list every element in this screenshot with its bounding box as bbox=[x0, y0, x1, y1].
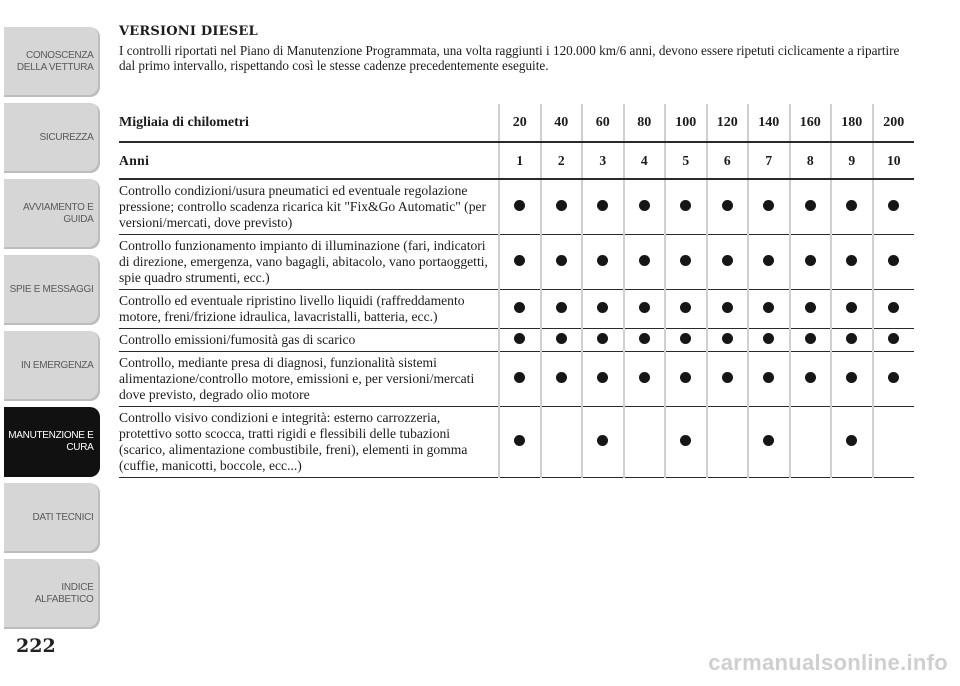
interval-cell bbox=[624, 407, 666, 478]
bullet-icon bbox=[639, 255, 650, 266]
bullet-icon bbox=[514, 435, 525, 446]
interval-cell bbox=[873, 407, 915, 478]
interval-cell bbox=[499, 235, 541, 290]
interval-cell bbox=[624, 290, 666, 329]
bullet-icon bbox=[597, 255, 608, 266]
km-header-cell: 140 bbox=[748, 104, 790, 142]
interval-cell bbox=[541, 235, 583, 290]
tab-indice-alfabetico[interactable] bbox=[4, 559, 100, 629]
interval-cell bbox=[831, 352, 873, 407]
bullet-icon bbox=[846, 372, 857, 383]
years-header-cell: 6 bbox=[707, 142, 749, 179]
years-header-cell: 8 bbox=[790, 142, 832, 179]
interval-cell bbox=[665, 235, 707, 290]
km-header-cell: 80 bbox=[624, 104, 666, 142]
interval-cell bbox=[831, 179, 873, 235]
interval-cell bbox=[624, 179, 666, 235]
bullet-icon bbox=[597, 372, 608, 383]
interval-cell bbox=[582, 352, 624, 407]
bullet-icon bbox=[556, 200, 567, 211]
interval-cell bbox=[790, 329, 832, 352]
bullet-icon bbox=[680, 302, 691, 313]
interval-cell bbox=[748, 235, 790, 290]
interval-cell bbox=[707, 352, 749, 407]
bullet-icon bbox=[888, 333, 899, 344]
interval-cell bbox=[665, 179, 707, 235]
interval-cell bbox=[873, 235, 915, 290]
years-header-cell: 2 bbox=[541, 142, 583, 179]
interval-cell bbox=[790, 235, 832, 290]
bullet-icon bbox=[805, 372, 816, 383]
interval-cell bbox=[499, 329, 541, 352]
km-header-label: Migliaia di chilometri bbox=[119, 104, 499, 142]
bullet-icon bbox=[514, 333, 525, 344]
page-number: 222 bbox=[16, 635, 56, 657]
bullet-icon bbox=[680, 255, 691, 266]
km-header-cell: 200 bbox=[873, 104, 915, 142]
tab-label: CONOSCENZA DELLA VETTURA bbox=[16, 50, 94, 73]
bullet-icon bbox=[805, 302, 816, 313]
check-label: Controllo ed eventuale ripristino livello liquidi (raffreddamento motore, freni/frizione idraulica, lavacristalli, batteria, ecc.) bbox=[119, 290, 499, 329]
bullet-icon bbox=[763, 302, 774, 313]
tab-spie-e-messaggi[interactable] bbox=[4, 255, 100, 325]
bullet-icon bbox=[639, 200, 650, 211]
bullet-icon bbox=[514, 255, 525, 266]
interval-cell bbox=[831, 235, 873, 290]
interval-cell bbox=[748, 407, 790, 478]
bullet-icon bbox=[763, 255, 774, 266]
interval-cell bbox=[624, 329, 666, 352]
bullet-icon bbox=[556, 372, 567, 383]
years-header-label: Anni bbox=[119, 142, 499, 179]
bullet-icon bbox=[888, 302, 899, 313]
interval-cell bbox=[499, 290, 541, 329]
bullet-icon bbox=[722, 302, 733, 313]
bullet-icon bbox=[680, 435, 691, 446]
tab-sicurezza[interactable] bbox=[4, 103, 100, 173]
km-header-cell: 160 bbox=[790, 104, 832, 142]
tab-label: SICUREZZA bbox=[39, 132, 94, 143]
tab-manutenzione-e-cura[interactable] bbox=[4, 407, 100, 477]
interval-cell bbox=[707, 290, 749, 329]
bullet-icon bbox=[722, 333, 733, 344]
check-row bbox=[119, 407, 914, 478]
km-header-cell: 20 bbox=[499, 104, 541, 142]
bullet-icon bbox=[888, 255, 899, 266]
km-header-cell: 180 bbox=[831, 104, 873, 142]
bullet-icon bbox=[639, 372, 650, 383]
interval-cell bbox=[499, 352, 541, 407]
bullet-icon bbox=[597, 333, 608, 344]
tab-label: IN EMERGENZA bbox=[20, 360, 94, 371]
interval-cell bbox=[748, 179, 790, 235]
bullet-icon bbox=[805, 200, 816, 211]
bullet-icon bbox=[722, 255, 733, 266]
interval-cell bbox=[499, 179, 541, 235]
tab-avviamento-e-guida[interactable] bbox=[4, 179, 100, 249]
bullet-icon bbox=[805, 333, 816, 344]
interval-cell bbox=[582, 407, 624, 478]
tab-label: AVVIAMENTO E GUIDA bbox=[23, 202, 94, 225]
years-header-cell: 5 bbox=[665, 142, 707, 179]
bullet-icon bbox=[763, 435, 774, 446]
check-row bbox=[119, 235, 914, 290]
bullet-icon bbox=[846, 333, 857, 344]
maintenance-table bbox=[119, 104, 914, 478]
bullet-icon bbox=[597, 435, 608, 446]
check-label: Controllo emissioni/fumosità gas di scarico bbox=[119, 329, 499, 352]
interval-cell bbox=[665, 352, 707, 407]
km-header-row bbox=[119, 104, 914, 142]
interval-cell bbox=[499, 407, 541, 478]
bullet-icon bbox=[597, 200, 608, 211]
bullet-icon bbox=[846, 302, 857, 313]
interval-cell bbox=[541, 179, 583, 235]
years-header-cell: 10 bbox=[873, 142, 915, 179]
interval-cell bbox=[748, 352, 790, 407]
bullet-icon bbox=[846, 255, 857, 266]
years-row bbox=[119, 142, 914, 179]
interval-cell bbox=[541, 407, 583, 478]
bullet-icon bbox=[556, 302, 567, 313]
bullet-icon bbox=[888, 372, 899, 383]
interval-cell bbox=[831, 290, 873, 329]
interval-cell bbox=[541, 352, 583, 407]
years-header-cell: 9 bbox=[831, 142, 873, 179]
interval-cell bbox=[831, 329, 873, 352]
interval-cell bbox=[665, 407, 707, 478]
tab-conoscenza-della-vettura[interactable] bbox=[4, 27, 100, 97]
interval-cell bbox=[873, 352, 915, 407]
years-header-cell: 7 bbox=[748, 142, 790, 179]
bullet-icon bbox=[514, 372, 525, 383]
bullet-icon bbox=[514, 302, 525, 313]
bullet-icon bbox=[763, 372, 774, 383]
tab-label: SPIE E MESSAGGI bbox=[9, 284, 94, 295]
bullet-icon bbox=[680, 372, 691, 383]
interval-cell bbox=[790, 407, 832, 478]
bullet-icon bbox=[888, 200, 899, 211]
interval-cell bbox=[748, 290, 790, 329]
bullet-icon bbox=[763, 333, 774, 344]
check-label: Controllo visivo condizioni e integrità: esterno carrozzeria, protettivo sotto scocca, tratti rigidi e flessibili delle tubazioni (scarico, alimentazione combustibile, freni), elementi in gomma (cuffie, manicotti, boccole, ecc...) bbox=[119, 407, 499, 478]
interval-cell bbox=[665, 290, 707, 329]
km-header-cell: 40 bbox=[541, 104, 583, 142]
section-title: VERSIONI DIESEL bbox=[119, 24, 258, 39]
bullet-icon bbox=[597, 302, 608, 313]
interval-cell bbox=[790, 290, 832, 329]
bullet-icon bbox=[846, 435, 857, 446]
bullet-icon bbox=[846, 200, 857, 211]
bullet-icon bbox=[680, 333, 691, 344]
tab-in-emergenza[interactable] bbox=[4, 331, 100, 401]
interval-cell bbox=[665, 329, 707, 352]
interval-cell bbox=[707, 179, 749, 235]
check-row bbox=[119, 329, 914, 352]
check-label: Controllo, mediante presa di diagnosi, funzionalità sistemi alimentazione/controllo motore, emissioni e, per versioni/mercati dove previsto, degrado olio motore bbox=[119, 352, 499, 407]
interval-cell bbox=[541, 329, 583, 352]
interval-cell bbox=[582, 290, 624, 329]
interval-cell bbox=[873, 179, 915, 235]
years-header-cell: 3 bbox=[582, 142, 624, 179]
tab-label: DATI TECNICI bbox=[32, 512, 94, 523]
main-content bbox=[119, 24, 914, 473]
interval-cell bbox=[541, 290, 583, 329]
km-header-cell: 120 bbox=[707, 104, 749, 142]
interval-cell bbox=[707, 235, 749, 290]
intro-paragraph: I controlli riportati nel Piano di Manutenzione Programmata, una volta raggiunti i 120.000 km/6 anni, devono essere ripetuti ciclicamente a ripartire dal primo intervallo, rispettando così le stesse cadenze precedentemente eseguite. bbox=[119, 43, 900, 73]
km-header-cell: 60 bbox=[582, 104, 624, 142]
bullet-icon bbox=[514, 200, 525, 211]
interval-cell bbox=[707, 407, 749, 478]
bullet-icon bbox=[722, 200, 733, 211]
bullet-icon bbox=[556, 255, 567, 266]
interval-cell bbox=[748, 329, 790, 352]
bullet-icon bbox=[805, 255, 816, 266]
tab-label: INDICE ALFABETICO bbox=[34, 582, 94, 605]
bullet-icon bbox=[763, 200, 774, 211]
bullet-icon bbox=[722, 372, 733, 383]
interval-cell bbox=[831, 407, 873, 478]
interval-cell bbox=[624, 352, 666, 407]
check-label: Controllo condizioni/usura pneumatici ed eventuale regolazione pressione; controllo scadenza ricarica kit "Fix&Go Automatic" (per versioni/mercati, dove previsto) bbox=[119, 179, 499, 235]
check-row bbox=[119, 352, 914, 407]
interval-cell bbox=[624, 235, 666, 290]
years-header-cell: 4 bbox=[624, 142, 666, 179]
tab-dati-tecnici[interactable] bbox=[4, 483, 100, 553]
chapter-tabs bbox=[4, 27, 100, 635]
interval-cell bbox=[790, 179, 832, 235]
interval-cell bbox=[582, 179, 624, 235]
interval-cell bbox=[582, 235, 624, 290]
check-row bbox=[119, 179, 914, 235]
interval-cell bbox=[582, 329, 624, 352]
bullet-icon bbox=[639, 302, 650, 313]
bullet-icon bbox=[556, 333, 567, 344]
years-header-cell: 1 bbox=[499, 142, 541, 179]
interval-cell bbox=[707, 329, 749, 352]
interval-cell bbox=[873, 329, 915, 352]
bullet-icon bbox=[680, 200, 691, 211]
interval-cell bbox=[790, 352, 832, 407]
km-header-cell: 100 bbox=[665, 104, 707, 142]
bullet-icon bbox=[639, 333, 650, 344]
check-label: Controllo funzionamento impianto di illuminazione (fari, indicatori di direzione, emergenza, vano bagagli, abitacolo, vano portaoggetti, spie quadro strumenti, ecc.) bbox=[119, 235, 499, 290]
check-row bbox=[119, 290, 914, 329]
interval-cell bbox=[873, 290, 915, 329]
tab-label: MANUTENZIONE E CURA bbox=[8, 430, 94, 453]
watermark: carmanualsonline.info bbox=[708, 650, 948, 675]
